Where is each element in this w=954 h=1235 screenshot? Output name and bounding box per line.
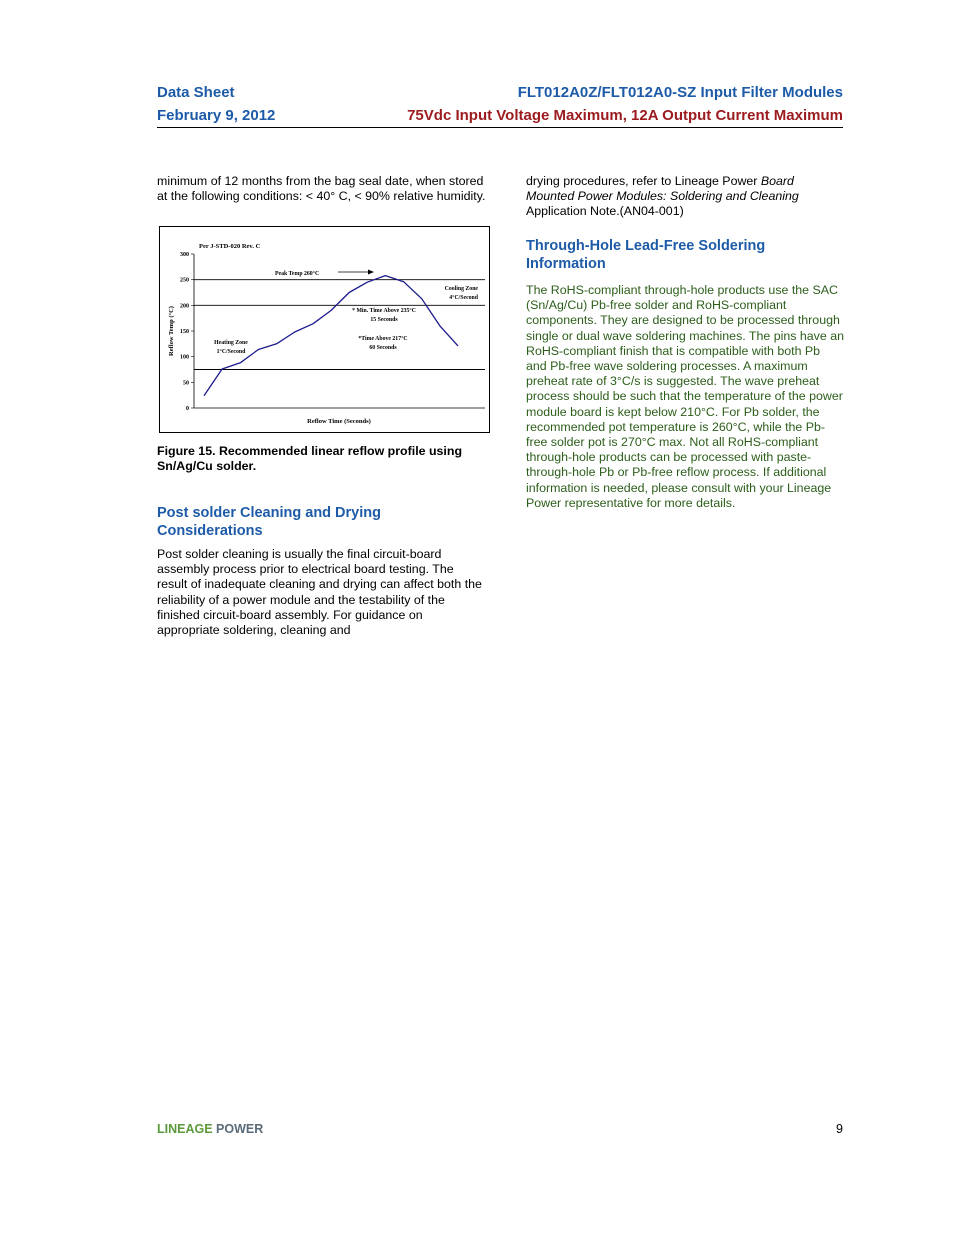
footer-brand-power: POWER: [216, 1122, 264, 1136]
app-note-title: Board Mounted Power Modules: Soldering and Cleaning: [526, 174, 799, 204]
heating-zone-annotation-line2: 1°C/Second: [216, 349, 246, 355]
header-date: February 9, 2012: [157, 107, 276, 124]
header-product-title: FLT012A0Z/FLT012A0-SZ Input Filter Modules: [517, 84, 843, 101]
post-solder-cleaning-heading: Post solder Cleaning and Drying Considerations: [157, 505, 381, 539]
header-divider: [157, 127, 843, 128]
y-tick-label: 100: [180, 354, 189, 361]
reference-lines: [194, 280, 485, 370]
y-tick-label: 200: [180, 303, 189, 310]
drying-procedures-text: drying procedures, refer to Lineage Power: [526, 174, 761, 188]
reflow-profile-series-line: [204, 276, 458, 396]
through-hole-soldering-paragraph: The RoHS-compliant through-hole products use the SAC (Sn/Ag/Cu) Pb-free solder and RoHS-compliant components. They are designed to be processed through single or dual wave soldering machines. The pins have an RoHS-compliant finish that is compatible with both Pb and Pb-free wave soldering processes. A maximum preheat rate of 3°C/s is suggested. The wave preheat process should be such that the temperature of the power module board is kept below 210°C. For Pb solder, the recommended pot temperature is 260°C, while the Pb-free solder pot is 270°C max. Not all RoHS-compliant through-hole products can be processed with paste-through-hole Pb or Pb-free reflow process. If additional information is needed, please consult with your Lineage Power representative for more details.: [526, 283, 844, 510]
peak-temp-arrowhead: [368, 270, 374, 275]
storage-conditions-paragraph: minimum of 12 months from the bag seal date, when stored at the following conditions: < 40° C, < 90% relative humidity.: [157, 174, 486, 204]
series-layer: [204, 276, 458, 396]
min-time-annotation-line2: 15 Seconds: [370, 317, 398, 323]
time-above-annotation-line1: *Time Above 217°C: [358, 336, 408, 342]
y-tick-label: 300: [180, 252, 189, 258]
time-above-annotation-line2: 60 Seconds: [369, 345, 397, 351]
cooling-zone-annotation-line1: Cooling Zone: [444, 286, 478, 292]
reflow-chart-svg: [160, 227, 489, 432]
figure-caption: Figure 15. Recommended linear reflow profile using Sn/Ag/Cu solder.: [157, 444, 463, 474]
cooling-zone-annotation-line2: 4°C/Second: [449, 295, 478, 301]
peak-temp-annotation: Peak Temp 260°C: [275, 271, 320, 277]
y-tick-label: 50: [183, 380, 189, 387]
footer-brand: [157, 1122, 263, 1136]
footer-brand-lineage: LINEAGE: [157, 1122, 213, 1136]
reflow-profile-chart: [159, 226, 490, 433]
post-solder-cleaning-paragraph: Post solder cleaning is usually the final circuit-board assembly process prior to electrical board testing. The result of inadequate cleaning and drying can affect both the reliability of a power module and the testability of the finished circuit-board assembly. For guidance on appropriate soldering, cleaning and: [157, 547, 482, 638]
y-axis-label: Reflow Temp (°C): [168, 306, 175, 356]
heating-zone-annotation-line1: Heating Zone: [214, 340, 248, 346]
through-hole-soldering-heading: Through-Hole Lead-Free Soldering Information: [526, 238, 766, 272]
y-axis: [194, 254, 485, 408]
header-doc-type: Data Sheet: [157, 84, 235, 101]
app-note-reference: Application Note.(AN04-001): [526, 204, 684, 219]
min-time-annotation-line1: * Min. Time Above 235°C: [352, 308, 416, 314]
y-tick-label: 0: [186, 406, 189, 412]
y-tick-label: 150: [180, 329, 189, 335]
chart-title: Per J-STD-020 Rev. C: [199, 243, 261, 250]
y-tick-label: 250: [180, 277, 189, 284]
x-axis-label: Reflow Time (Seconds): [307, 418, 371, 425]
page-number: 9: [836, 1122, 843, 1136]
y-tick-labels: [180, 252, 194, 412]
header-product-subtitle: 75Vdc Input Voltage Maximum, 12A Output Current Maximum: [407, 107, 843, 124]
drying-procedures-paragraph: [526, 174, 844, 220]
